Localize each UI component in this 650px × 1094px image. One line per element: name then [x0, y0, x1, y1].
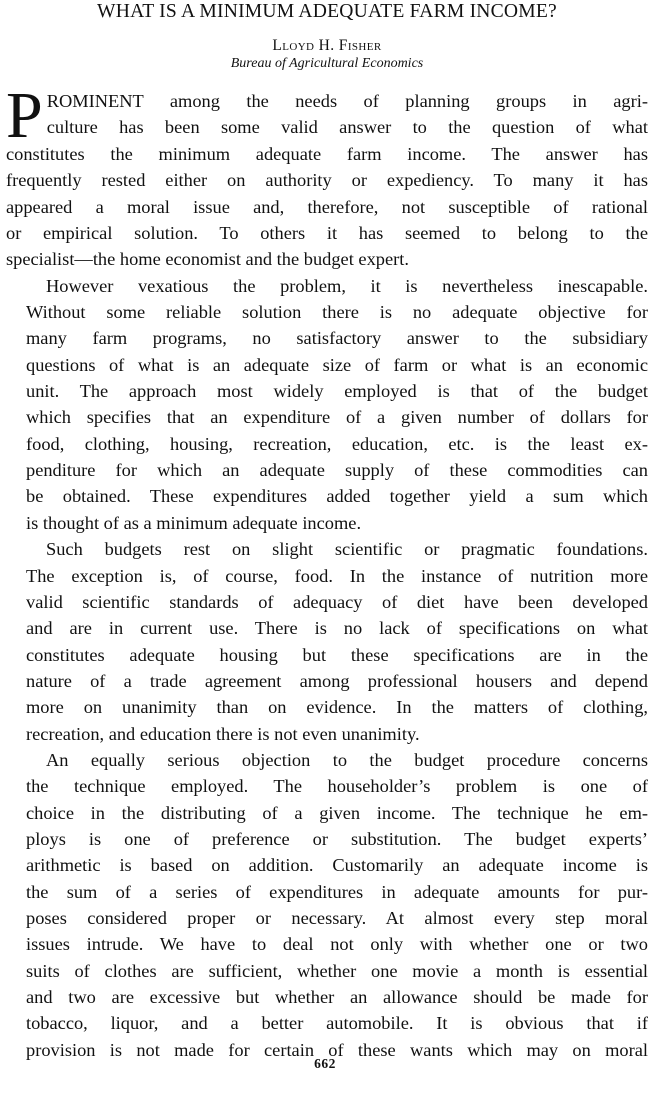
- paragraph-line: valid scientific standards of adequacy of diet have been developed: [26, 591, 648, 612]
- article-body: [6, 79, 648, 1063]
- paragraph-line: provision is not made for certain of these wants which may on moral: [26, 1039, 648, 1060]
- paragraph-line: and are in current use. There is no lack of specifications on what: [26, 618, 648, 639]
- author-name: Lloyd H. Fisher: [272, 37, 382, 54]
- paragraph-line: ROMINENT among the needs of planning groups in agri-: [46, 91, 648, 111]
- paragraph-line: questions of what is an adequate size of farm or what is an economic: [26, 354, 648, 375]
- paragraph-line: suits of clothes are sufficient, whether one movie a month is essential: [26, 960, 648, 981]
- paragraph-line: food, clothing, housing, recreation, education, etc. is the least ex-: [26, 433, 648, 454]
- paragraph-line: issues intrude. We have to deal not only with whether one or two: [26, 934, 648, 955]
- paragraph-line: the sum of a series of expenditures in adequate amounts for pur-: [26, 881, 648, 902]
- paragraph-line: specialist—the home economist and the budget expert.: [6, 249, 409, 270]
- article-title: WHAT IS A MINIMUM ADEQUATE FARM INCOME?: [97, 1, 557, 22]
- paragraph-line: poses considered proper or necessary. At almost every step moral: [26, 907, 648, 928]
- paragraph-line: An equally serious objection to the budget procedure concerns: [46, 749, 648, 770]
- paragraph-line: Without some reliable solution there is no adequate objective for: [26, 302, 648, 323]
- paragraph-line: the technique employed. The householder’s problem is one of: [26, 776, 648, 797]
- paragraph-line: frequently rested either on authority or expediency. To many it has: [6, 170, 648, 191]
- paragraph-line: more on unanimity than on evidence. In the matters of clothing,: [26, 697, 648, 718]
- paragraph-line: appeared a moral issue and, therefore, not susceptible of rational: [6, 196, 648, 217]
- paragraph-line: or empirical solution. To others it has seemed to belong to the: [6, 223, 648, 244]
- paragraph-3: [6, 536, 648, 747]
- paragraph-line: culture has been some valid answer to the question of what: [46, 117, 648, 138]
- paragraph-line: constitutes adequate housing but these specifications are in the: [26, 644, 648, 665]
- paragraph-line: arithmetic is based on addition. Customarily an adequate income is: [26, 855, 648, 876]
- paragraph-line: constitutes the minimum adequate farm income. The answer has: [6, 144, 648, 164]
- paragraph-line: penditure for which an adequate supply of these commodities can: [26, 460, 648, 481]
- paragraph-line: be obtained. These expenditures added together yield a sum which: [26, 486, 648, 507]
- paragraph-line: recreation, and education there is not even unanimity.: [26, 723, 420, 744]
- paragraph-line: and two are excessive but whether an allowance should be made for: [26, 987, 648, 1007]
- paragraph-line: is thought of as a minimum adequate income.: [26, 512, 362, 533]
- paragraph-line: However vexatious the problem, it is nevertheless inescapable.: [46, 275, 648, 296]
- paragraph-line: The exception is, of course, food. In the instance of nutrition more: [26, 565, 648, 586]
- paragraph-4: [6, 747, 648, 1063]
- paragraph-2: [6, 273, 648, 536]
- author-affiliation: Bureau of Agricultural Economics: [230, 56, 424, 71]
- drop-cap: P: [6, 79, 43, 152]
- paragraph-line: Such budgets rest on slight scientific or pragmatic foundations.: [46, 539, 648, 560]
- paragraph-line: nature of a trade agreement among professional housers and depend: [26, 670, 648, 691]
- paragraph-line: tobacco, liquor, and a better automobile. It is obvious that if: [26, 1013, 648, 1034]
- article-page: [6, 0, 648, 1063]
- page-number: 662: [314, 1056, 336, 1071]
- paragraph-line: ploys is one of preference or substitution. The budget experts’: [26, 828, 648, 849]
- paragraph-1: [6, 79, 648, 273]
- paragraph-line: unit. The approach most widely employed is that of the budget: [26, 381, 648, 402]
- paragraph-line: choice in the distributing of a given income. The technique he em-: [26, 802, 648, 823]
- paragraph-line: which specifies that an expenditure of a given number of dollars for: [26, 407, 648, 428]
- paragraph-line: many farm programs, no satisfactory answer to the subsidiary: [26, 328, 648, 349]
